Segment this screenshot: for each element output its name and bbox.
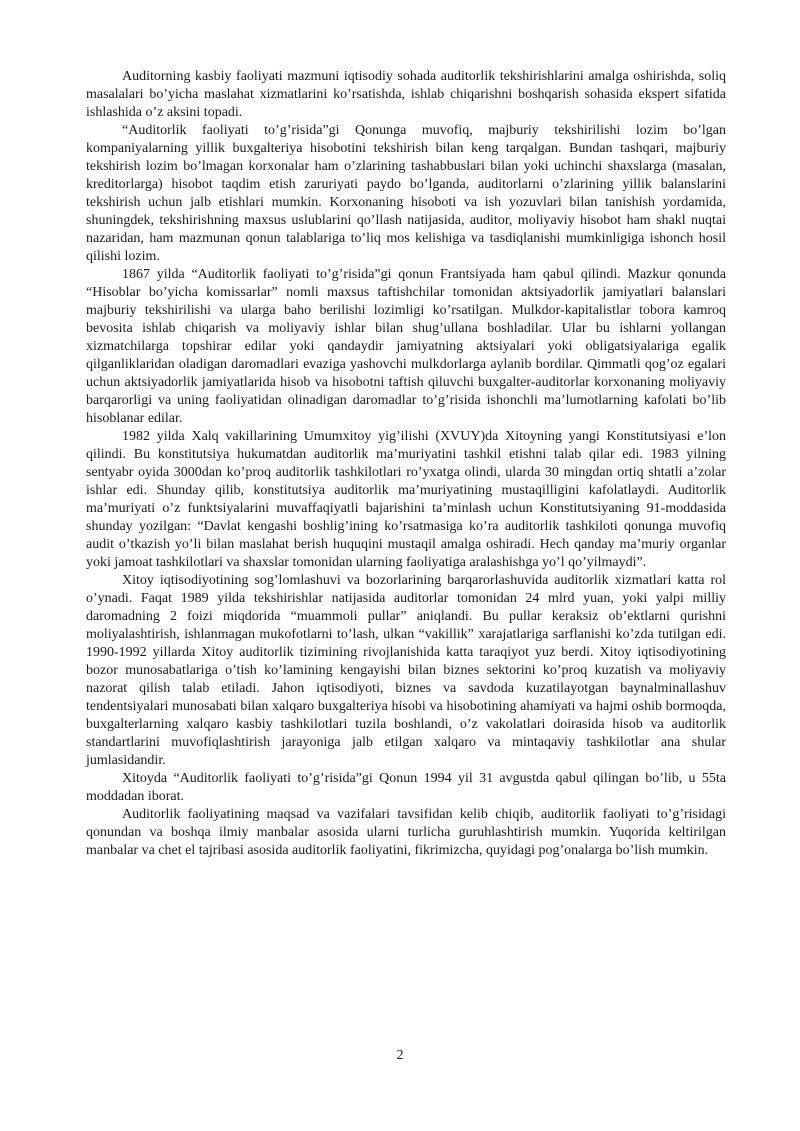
paragraph-4: 1982 yilda Xalq vakillarining Umumxitoy yig’ilishi (XVUY)da Xitoyning yangi Konstitutsiyasi e’lon qilindi. Bu konstitutsiya hukumatdan auditorlik ma’muriyatini tashkil etishni talab qilar edi. 1983 yilning sentyabr oyida 3000dan ko’proq auditorlik tashkilotlari ro’yxatga olindi, ularda 30 mingdan ortiq shtatli a’zolar ishlar edi. Shunday qilib, konstitutsiya auditorlik ma’muriyatining mustaqilligini kafolatlaydi. Auditorlik ma’muriyati o’z funktsiyalarini muvaffaqiyatli bajarishini ta’minlash uchun Konstitutsiyaning 91-moddasida shunday yozilgan: “Davlat kengashi boshlig’ining ko’rsatmasiga ko’ra auditorlik tashkiloti qonunga muvofiq audit o’tkazish yo’li bilan maslahat berish huquqini mustaqil amalga oshiradi. Hech qanday ma’muriy organlar yoki jamoat tashkilotlari va shaxslar tomonidan ularning faoliyatiga aralashishga yo’l qo’yilmaydi”. — [86, 429, 726, 570]
paragraph-1: Auditorning kasbiy faoliyati mazmuni iqtisodiy sohada auditorlik tekshirishlarini amalga oshirishda, soliq masalalari bo’yicha maslahat xizmatlarini ko’rsatishda, ishlab chiqarishni boshqarish sohasida ekspert sifatida ishlashida o’z aksini topadi. — [86, 69, 726, 120]
paragraph-3: 1867 yilda “Auditorlik faoliyati to’g’risida”gi qonun Frantsiyada ham qabul qilindi. Mazkur qonunda “Hisoblar bo’yicha komissarlar” nomli maxsus taftishchilar tomonidan aktsiyadorlik jamiyatlari balanslari majburiy tekshirilishi va ularga baho berilishi lozimligi ko’rsatilgan. Mulkdor-kapitalistlar tobora kamroq bevosita ishlab chiqarish va moliyaviy ishlar bilan shug’ullana boshladilar. Ular bu ishlarni yollangan xizmatchilarga topshirar edilar yoki qandaydir jamiyatning aktsiyalari yoki obligatsiyalariga egalik qilganliklaridan oladigan daromadlari evaziga yashovchi mulkdorlarga aylanib bordilar. Qimmatli qog’oz egalari uchun aktsiyadorlik jamiyatlarida hisob va hisobotni taftish qiluvchi buxgalter-auditorlar korxonaning moliyaviy barqarorligi va uning faoliyatidan olinadigan daromadlar to’g’risida ishonchli ma’lumotlarning kafolati bo’lib hisoblanar edilar. — [86, 267, 726, 426]
paragraph-6: Xitoyda “Auditorlik faoliyati to’g’risida”gi Qonun 1994 yil 31 avgustda qabul qilingan bo’lib, u 55ta moddadan iborat. — [86, 771, 726, 804]
paragraph-7: Auditorlik faoliyatining maqsad va vazifalari tavsifidan kelib chiqib, auditorlik faoliyati to’g’risidagi qonundan va boshqa ilmiy manbalar asosida ularni turlicha guruhlashtirish mumkin. Yuqorida keltirilgan manbalar va chet el tajribasi asosida auditorlik faoliyatini, fikrimizcha, quyidagi pog’onalarga bo’lish mumkin. — [86, 807, 726, 858]
document-body — [86, 68, 726, 860]
paragraph-5: Xitoy iqtisodiyotining sog’lomlashuvi va bozorlarining barqarorlashuvida auditorlik xizmatlari katta rol o’ynadi. Faqat 1989 yilda tekshirishlar natijasida auditorlar tomonidan 24 mlrd yuan, yoki yalpi milliy daromadning 2 foizi miqdorida “muammoli pullar” aniqlandi. Bu pullar keraksiz ob’ektlarni qurishni moliyalashtirish, ishlanmagan mukofotlarni to’lash, ulkan “vakillik” xarajatlariga sarflanishi ko’zda tutilgan edi. 1990-1992 yillarda Xitoy auditorlik tizimining rivojlanishida katta taraqiyot yuz berdi. Xitoy iqtisodiyotining bozor munosabatlariga o’tish ko’lamining kengayishi bilan biznes sektorini ko’proq kuzatish va moliyaviy nazorat qilish talab etiladi. Jahon iqtisodiyoti, biznes va savdoda kuzatilayotgan baynalminallashuv tendentsiyalari munosabati bilan xalqaro buxgalteriya hisobi va hisobotining ahamiyati va hajmi oshib bormoqda, buxgalterlarning xalqaro kasbiy tashkilotlari tuzila boshlandi, o’z vakolatlari doirasida hisob va auditorlik standartlarini muvofiqlashtirish jarayoniga jalb etilgan xalqaro va mintaqaviy tashkilotlar ana shular jumlasidandir. — [86, 573, 726, 768]
page-number: 2 — [396, 1048, 404, 1063]
paragraph-2: “Auditorlik faoliyati to’g’risida”gi Qonunga muvofiq, majburiy tekshirilishi lozim bo’lgan kompaniyalarning yillik buxgalteriya hisobotini tekshirish bilan keng tarqalgan. Bundan tashqari, majburiy tekshirish lozim bo’lmagan korxonalar ham o’zlarining tashabbuslari bilan yoki uchinchi shaxslarga (masalan, kreditorlarga) hisobot taqdim etish zaruriyati paydo bo’lganda, auditorlarni o’zlarining yillik balanslarini tekshirish uchun jalb etishlari mumkin. Korxonaning hisoboti va ish yozuvlari bilan tanishish yordamida, shuningdek, tekshirishning maxsus uslublarini qo’llash natijasida, auditor, moliyaviy hisobot ham shakl nuqtai nazaridan, ham mazmunan qonun talablariga to’liq mos kelishiga va tasdiqlanishi mumkinligiga ishonch hosil qilishi lozim. — [86, 123, 726, 264]
